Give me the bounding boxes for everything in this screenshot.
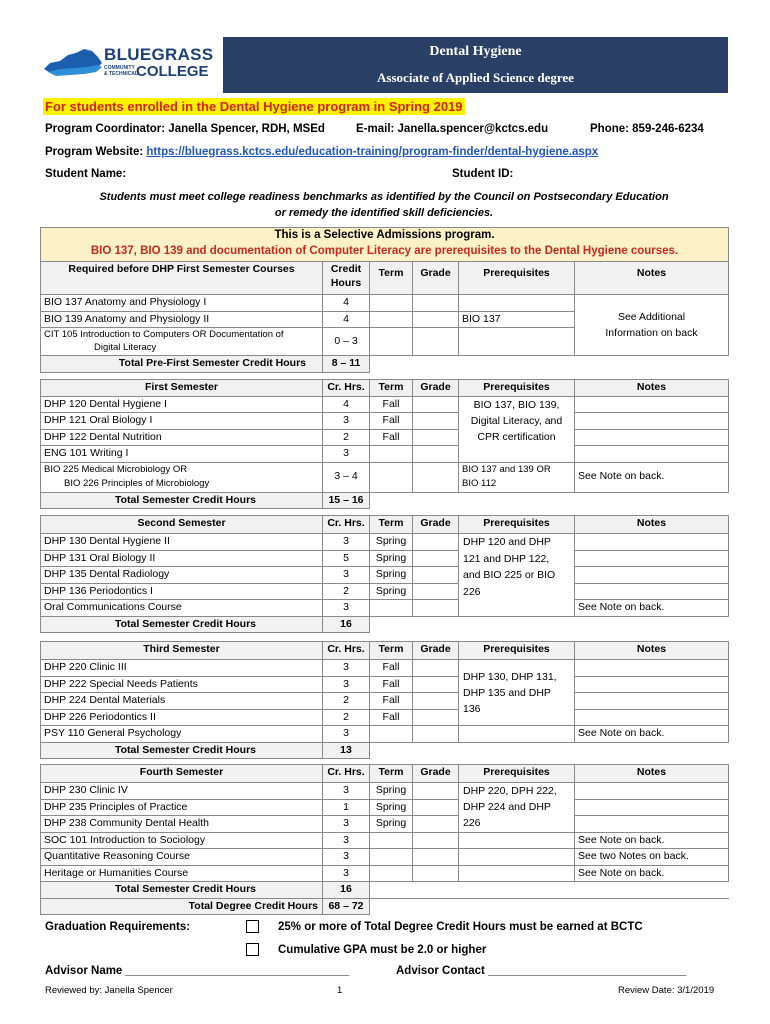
table-cell <box>413 799 459 816</box>
table-row <box>41 462 729 492</box>
degree-total-row <box>41 898 729 915</box>
table-cell <box>575 550 729 567</box>
table-cell: 3 <box>323 726 370 743</box>
table-cell <box>575 693 729 710</box>
enrolled-note: For students enrolled in the Dental Hygiene program in Spring 2019 <box>45 99 463 114</box>
coordinator: Program Coordinator: Janella Spencer, RDH, MSEd <box>45 123 325 135</box>
table-cell: DHP 222 Special Needs Patients <box>41 676 323 693</box>
table-cell: Spring <box>370 816 413 833</box>
table-row <box>41 600 729 617</box>
total-row <box>41 616 729 633</box>
table-cell: DHP 136 Periodontics I <box>41 583 323 600</box>
table-cell: Fall <box>370 396 413 413</box>
table-cell: 3 <box>323 567 370 584</box>
table-cell: Notes <box>575 262 729 295</box>
table-cell: 15 – 16 <box>323 492 370 509</box>
table-cell <box>370 446 413 463</box>
phone: Phone: 859-246-6234 <box>590 123 704 135</box>
table-cell <box>413 865 459 882</box>
table-cell: Credit Hours <box>323 262 370 295</box>
table-cell <box>370 865 413 882</box>
table-cell: See two Notes on back. <box>575 849 729 866</box>
table-row <box>41 832 729 849</box>
table-cell <box>370 492 729 509</box>
table-cell: Term <box>370 262 413 295</box>
table-cell: BIO 139 Anatomy and Physiology II <box>41 311 323 328</box>
table-cell <box>413 583 459 600</box>
table-row <box>41 660 729 677</box>
logo-main-text: BLUEGRASS <box>104 45 214 64</box>
table-cell <box>370 742 729 759</box>
table-cell <box>413 413 459 430</box>
table-row <box>41 583 729 600</box>
table-cell <box>413 567 459 584</box>
table-cell: Term <box>370 516 413 534</box>
first-semester-table <box>40 379 729 509</box>
table-cell: Cr. Hrs. <box>323 516 370 534</box>
table-cell <box>413 660 459 677</box>
table-cell: Prerequisites <box>459 516 575 534</box>
table-cell: 1 <box>323 799 370 816</box>
table-cell: 16 <box>323 882 370 899</box>
table-cell <box>413 693 459 710</box>
table-cell: Spring <box>370 583 413 600</box>
table-cell: Fall <box>370 660 413 677</box>
table-cell <box>575 676 729 693</box>
table-cell: Notes <box>575 642 729 660</box>
table-cell: Term <box>370 642 413 660</box>
table-cell: Total Semester Credit Hours <box>41 616 323 633</box>
table-cell: 3 <box>323 534 370 551</box>
table-cell: Grade <box>413 380 459 397</box>
table-cell <box>370 328 413 356</box>
requirement-1-text: 25% or more of Total Degree Credit Hours must be earned at BCTC <box>278 921 643 933</box>
table-cell: 2 <box>323 583 370 600</box>
table-cell: DHP 224 Dental Materials <box>41 693 323 710</box>
table-row <box>41 726 729 743</box>
table-cell: Notes <box>575 516 729 534</box>
table-row <box>41 567 729 584</box>
review-date: Review Date: 3/1/2019 <box>618 985 715 996</box>
table-cell: Spring <box>370 550 413 567</box>
table-cell <box>413 849 459 866</box>
table-cell: Fall <box>370 693 413 710</box>
advisor-name-field[interactable]: Advisor Name ___________________________________ <box>45 965 350 977</box>
student-name-label: Student Name: <box>45 168 127 180</box>
table-cell: 3 <box>323 676 370 693</box>
table-cell: 3 <box>323 600 370 617</box>
table-cell: Notes <box>575 380 729 397</box>
table-cell: Fall <box>370 429 413 446</box>
table-cell <box>575 567 729 584</box>
table-cell: Fall <box>370 709 413 726</box>
email: E-mail: Janella.spencer@kctcs.edu <box>356 123 549 135</box>
coordinator-line <box>45 122 325 137</box>
table-cell: Term <box>370 380 413 397</box>
table-cell: DHP 120 Dental Hygiene I <box>41 396 323 413</box>
table-cell: BIO 225 Medical Microbiology OR BIO 226 Principles of Microbiology <box>41 462 323 492</box>
table-cell <box>370 295 413 312</box>
table-cell: Spring <box>370 799 413 816</box>
table-cell: Notes <box>575 765 729 783</box>
table-cell: Fourth Semester <box>41 765 323 783</box>
table-cell: Cr. Hrs. <box>323 380 370 397</box>
table-cell <box>370 356 729 373</box>
table-cell: 16 <box>323 616 370 633</box>
table-cell: 3 – 4 <box>323 462 370 492</box>
third-semester-table <box>40 641 729 759</box>
table-row <box>41 709 729 726</box>
table-cell <box>459 295 575 312</box>
table-cell <box>459 328 575 356</box>
total-row <box>41 882 729 899</box>
table-row <box>41 446 729 463</box>
table-cell: 3 <box>323 446 370 463</box>
table-cell <box>413 446 459 463</box>
table-cell: 4 <box>323 396 370 413</box>
table-cell <box>413 550 459 567</box>
program-title: Dental Hygiene <box>429 44 522 59</box>
table-cell: 3 <box>323 783 370 800</box>
website-link[interactable]: https://bluegrass.kctcs.edu/education-training/program-finder/dental-hygiene.aspx <box>146 146 599 158</box>
table-cell: DHP 122 Dental Nutrition <box>41 429 323 446</box>
table-cell: 4 <box>323 295 370 312</box>
second-semester-table <box>40 515 729 633</box>
table-cell <box>370 600 413 617</box>
table-cell: Total Pre-First Semester Credit Hours <box>41 356 323 373</box>
prerequisite-table <box>40 227 729 373</box>
table-cell: See Note on back. <box>575 462 729 492</box>
table-cell: 68 – 72 <box>323 898 370 915</box>
table-cell: Cr. Hrs. <box>323 642 370 660</box>
table-cell: 5 <box>323 550 370 567</box>
table-cell: DHP 120 and DHP 121 and DHP 122, and BIO 225 or BIO 226 <box>459 534 575 617</box>
table-cell: DHP 226 Periodontics II <box>41 709 323 726</box>
semester-header-row <box>41 765 729 783</box>
table-row <box>41 396 729 413</box>
table-cell: DHP 130 Dental Hygiene II <box>41 534 323 551</box>
table-cell <box>459 865 575 882</box>
table-cell: CIT 105 Introduction to Computers OR Documentation of Digital Literacy <box>41 328 323 356</box>
table-cell: Total Degree Credit Hours <box>41 898 323 915</box>
table-cell: See Note on back. <box>575 600 729 617</box>
table-cell <box>575 799 729 816</box>
table-cell: Total Semester Credit Hours <box>41 742 323 759</box>
table-cell: This is a Selective Admissions program. BIO 137, BIO 139 and documentation of Computer Literacy are prerequisites to the Dental Hygiene courses. <box>41 228 729 262</box>
table-row <box>41 816 729 833</box>
table-cell <box>575 396 729 413</box>
table-cell: 3 <box>323 832 370 849</box>
table-cell: 13 <box>323 742 370 759</box>
semester-header-row <box>41 642 729 660</box>
requirement-2-checkbox[interactable] <box>246 943 259 956</box>
advisor-contact-field[interactable]: Advisor Contact _______________________________ <box>396 965 687 977</box>
table-cell <box>575 816 729 833</box>
table-cell: Cr. Hrs. <box>323 765 370 783</box>
table-cell: 3 <box>323 660 370 677</box>
table-cell: Spring <box>370 534 413 551</box>
table-cell <box>575 709 729 726</box>
table-cell <box>575 783 729 800</box>
table-cell <box>413 676 459 693</box>
table-cell <box>413 832 459 849</box>
table-cell: Prerequisites <box>459 642 575 660</box>
table-cell <box>413 726 459 743</box>
table-cell: 4 <box>323 311 370 328</box>
degree-subtitle: Associate of Applied Science degree <box>377 70 574 85</box>
table-cell: 2 <box>323 709 370 726</box>
table-row <box>41 849 729 866</box>
table-cell: Fall <box>370 413 413 430</box>
table-cell: Total Semester Credit Hours <box>41 882 323 899</box>
page-number: 1 <box>337 985 343 996</box>
table-cell: Required before DHP First Semester Courses <box>41 262 323 295</box>
table-cell: Spring <box>370 783 413 800</box>
table-cell <box>413 311 459 328</box>
table-cell <box>575 413 729 430</box>
table-cell: Prerequisites <box>459 380 575 397</box>
table-cell: Quantitative Reasoning Course <box>41 849 323 866</box>
graduation-label: Graduation Requirements: <box>45 921 191 933</box>
selective-admissions-banner <box>41 228 729 262</box>
table-row <box>41 799 729 816</box>
table-row <box>41 534 729 551</box>
table-cell: 8 – 11 <box>323 356 370 373</box>
table-cell <box>413 396 459 413</box>
logo-college-text: COLLEGE <box>136 63 209 80</box>
table-cell: DHP 121 Oral Biology I <box>41 413 323 430</box>
table-row <box>41 295 729 312</box>
table-cell <box>459 832 575 849</box>
table-cell <box>370 462 413 492</box>
table-cell: BIO 137, BIO 139, Digital Literacy, and CPR certification <box>459 396 575 462</box>
table-header-row <box>41 262 729 295</box>
table-cell: Fall <box>370 676 413 693</box>
fourth-semester-table <box>40 764 729 915</box>
table-cell <box>413 816 459 833</box>
table-cell <box>370 616 729 633</box>
table-cell: DHP 131 Oral Biology II <box>41 550 323 567</box>
table-row <box>41 413 729 430</box>
table-cell <box>575 534 729 551</box>
table-cell <box>459 726 575 743</box>
table-cell: First Semester <box>41 380 323 397</box>
table-cell <box>413 328 459 356</box>
table-cell: BIO 137 and 139 OR BIO 112 <box>459 462 575 492</box>
notes-cell: See Additional Information on back <box>575 295 729 356</box>
table-cell: See Note on back. <box>575 832 729 849</box>
table-cell: Second Semester <box>41 516 323 534</box>
table-cell <box>413 462 459 492</box>
table-cell <box>370 726 413 743</box>
table-cell <box>370 311 413 328</box>
table-cell: DHP 220 Clinic III <box>41 660 323 677</box>
table-cell: See Note on back. <box>575 726 729 743</box>
table-cell <box>413 429 459 446</box>
table-row <box>41 676 729 693</box>
table-cell <box>413 783 459 800</box>
table-cell <box>370 882 729 899</box>
table-cell: Prerequisites <box>459 765 575 783</box>
table-row <box>41 693 729 710</box>
table-row <box>41 550 729 567</box>
requirement-2-text: Cumulative GPA must be 2.0 or higher <box>278 944 487 956</box>
table-cell <box>575 446 729 463</box>
title-banner <box>223 37 728 93</box>
table-cell: BIO 137 <box>459 311 575 328</box>
website-line <box>45 145 598 160</box>
table-cell: Term <box>370 765 413 783</box>
table-cell: DHP 130, DHP 131, DHP 135 and DHP 136 <box>459 660 575 726</box>
table-cell: Total Semester Credit Hours <box>41 492 323 509</box>
table-cell: DHP 220, DPH 222, DHP 224 and DHP 226 <box>459 783 575 833</box>
table-cell: Heritage or Humanities Course <box>41 865 323 882</box>
table-cell: DHP 238 Community Dental Health <box>41 816 323 833</box>
total-row <box>41 492 729 509</box>
table-cell <box>413 709 459 726</box>
table-cell <box>413 534 459 551</box>
reviewed-by: Reviewed by: Janella Spencer <box>45 985 173 996</box>
total-row <box>41 742 729 759</box>
semester-header-row <box>41 516 729 534</box>
total-row <box>41 356 729 373</box>
table-cell: Grade <box>413 765 459 783</box>
table-cell: Third Semester <box>41 642 323 660</box>
table-cell <box>370 832 413 849</box>
table-cell: 2 <box>323 693 370 710</box>
table-cell: See Note on back. <box>575 865 729 882</box>
requirement-1-checkbox[interactable] <box>246 920 259 933</box>
table-cell: SOC 101 Introduction to Sociology <box>41 832 323 849</box>
table-cell: DHP 135 Dental Radiology <box>41 567 323 584</box>
table-cell <box>575 429 729 446</box>
table-cell <box>370 849 413 866</box>
table-cell: 3 <box>323 849 370 866</box>
table-row <box>41 865 729 882</box>
table-cell <box>575 583 729 600</box>
student-id-label: Student ID: <box>452 168 514 180</box>
college-logo <box>40 39 220 89</box>
table-cell: 2 <box>323 429 370 446</box>
document-header <box>40 37 728 93</box>
table-cell: 3 <box>323 413 370 430</box>
table-cell: 3 <box>323 816 370 833</box>
website-label: Program Website: <box>45 146 144 158</box>
table-cell: DHP 230 Clinic IV <box>41 783 323 800</box>
table-cell: ENG 101 Writing I <box>41 446 323 463</box>
table-row <box>41 429 729 446</box>
semester-header-row <box>41 380 729 397</box>
table-cell: 0 – 3 <box>323 328 370 356</box>
table-cell: Grade <box>413 262 459 295</box>
readiness-note: Students must meet college readiness benchmarks as identified by the Council on Postsecondary Education or remedy the identified skill deficiencies. <box>99 191 669 219</box>
table-cell: Spring <box>370 567 413 584</box>
table-cell: PSY 110 General Psychology <box>41 726 323 743</box>
table-cell: DHP 235 Principles of Practice <box>41 799 323 816</box>
table-cell: Prerequisites <box>459 262 575 295</box>
table-cell <box>459 849 575 866</box>
table-cell: Oral Communications Course <box>41 600 323 617</box>
table-cell <box>370 898 729 915</box>
table-cell <box>413 600 459 617</box>
table-cell: Grade <box>413 516 459 534</box>
table-cell: 3 <box>323 865 370 882</box>
table-cell: Grade <box>413 642 459 660</box>
table-cell <box>413 295 459 312</box>
logo-sub-text: COMMUNITY & TECHNICAL <box>104 65 138 77</box>
table-cell: BIO 137 Anatomy and Physiology I <box>41 295 323 312</box>
table-row <box>41 783 729 800</box>
table-cell <box>575 660 729 677</box>
